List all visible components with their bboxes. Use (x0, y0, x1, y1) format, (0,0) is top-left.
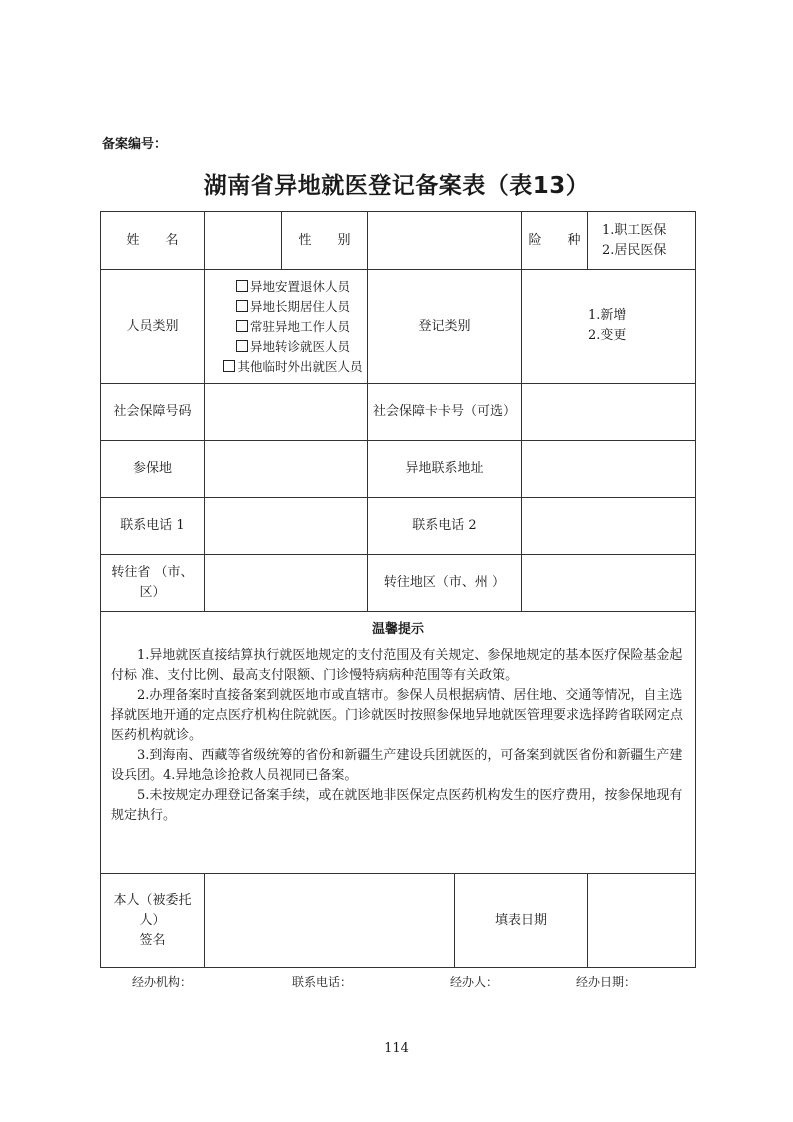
name-label: 姓 名 (101, 212, 205, 270)
remote-address-label: 异地联系地址 (368, 441, 522, 498)
person-category-option[interactable]: 常驻异地工作人员 (219, 317, 367, 337)
ssn-field[interactable] (205, 384, 368, 441)
gender-label: 性 别 (282, 212, 368, 270)
notice-box (101, 612, 696, 874)
notice-item: 3.到海南、西藏等省级统筹的省份和新疆生产建设兵团就医的，可备案到就医省份和新疆生产建设兵团。4.异地急诊抢救人员视同已备案。 (111, 748, 683, 783)
checkbox-icon[interactable] (236, 320, 248, 332)
registration-type-label: 登记类别 (368, 270, 522, 384)
person-category-option[interactable]: 异地长期居住人员 (219, 297, 367, 317)
checkbox-icon[interactable] (223, 360, 235, 372)
footer-handler-label: 经办人： (450, 975, 499, 989)
person-category-option[interactable]: 异地转诊就医人员 (219, 337, 367, 357)
name-field[interactable] (205, 212, 282, 270)
notice-item: 5.未按规定办理登记备案手续，或在就医地非医保定点医药机构发生的医疗费用，按参保地现有规定执行。 (111, 788, 683, 823)
checkbox-icon[interactable] (236, 280, 248, 292)
to-province-label: 转往省 （市、 区） (101, 555, 205, 612)
checkbox-icon[interactable] (236, 300, 248, 312)
footer-agency-label: 经办机构： (132, 975, 193, 989)
notice-item: 1.异地就医直接结算执行就医地规定的支付范围及有关规定、参保地规定的基本医疗保险基金起付标 准、支付比例、最高支付限额、门诊慢特病病种范围等有关政策。 (111, 648, 683, 683)
phone1-field[interactable] (205, 498, 368, 555)
insurance-option-resident[interactable]: 2.居民医保 (602, 242, 667, 258)
registration-form-table (100, 211, 696, 968)
card-number-field[interactable] (522, 384, 696, 441)
insurance-option-employee[interactable]: 1.职工医保 (602, 222, 667, 238)
signature-field[interactable] (205, 874, 455, 968)
registration-option-change[interactable]: 2.变更 (588, 328, 627, 343)
card-number-label: 社会保障卡卡号（可选） (368, 384, 522, 441)
page-number: 114 (384, 1041, 409, 1056)
record-number-label: 备案编号： (102, 137, 168, 152)
signature-label: 本人（被委托 人） 签名 (101, 874, 205, 968)
person-category-option[interactable]: 异地安置退休人员 (219, 277, 367, 297)
phone2-label: 联系电话 2 (368, 498, 522, 555)
gender-field[interactable] (368, 212, 522, 270)
to-region-field[interactable] (522, 555, 696, 612)
to-region-label: 转往地区（市、州 ） (368, 555, 522, 612)
insured-place-field[interactable] (205, 441, 368, 498)
insurance-type-options[interactable] (588, 212, 696, 270)
phone2-field[interactable] (522, 498, 696, 555)
fill-date-field[interactable] (588, 874, 696, 968)
notice-item: 2.办理备案时直接备案到就医地市或直辖市。参保人员根据病情、居住地、交通等情况，自主选择就医地开通的定点医疗机构住院就医。门诊就医时按照参保地异地就医管理要求选择跨省联网定点医药机构就诊。 (111, 688, 684, 743)
footer-phone-label: 联系电话： (292, 975, 353, 989)
registration-type-options[interactable] (522, 270, 696, 384)
to-province-field[interactable] (205, 555, 368, 612)
person-category-options (205, 270, 368, 384)
notice-title: 温馨提示 (371, 622, 424, 637)
remote-address-field[interactable] (522, 441, 696, 498)
form-title: 湖南省异地就医登记备案表（表13） (203, 173, 590, 199)
ssn-label: 社会保障号码 (101, 384, 205, 441)
registration-option-new[interactable]: 1.新增 (588, 308, 627, 323)
person-category-option[interactable]: 其他临时外出就医人员 (219, 357, 367, 377)
footer-date-label: 经办日期： (576, 975, 637, 989)
phone1-label: 联系电话 1 (101, 498, 205, 555)
fill-date-label: 填表日期 (455, 874, 588, 968)
checkbox-icon[interactable] (236, 340, 248, 352)
insurance-type-label: 险 种 (522, 212, 588, 270)
person-category-label: 人员类别 (101, 270, 205, 384)
insured-place-label: 参保地 (101, 441, 205, 498)
